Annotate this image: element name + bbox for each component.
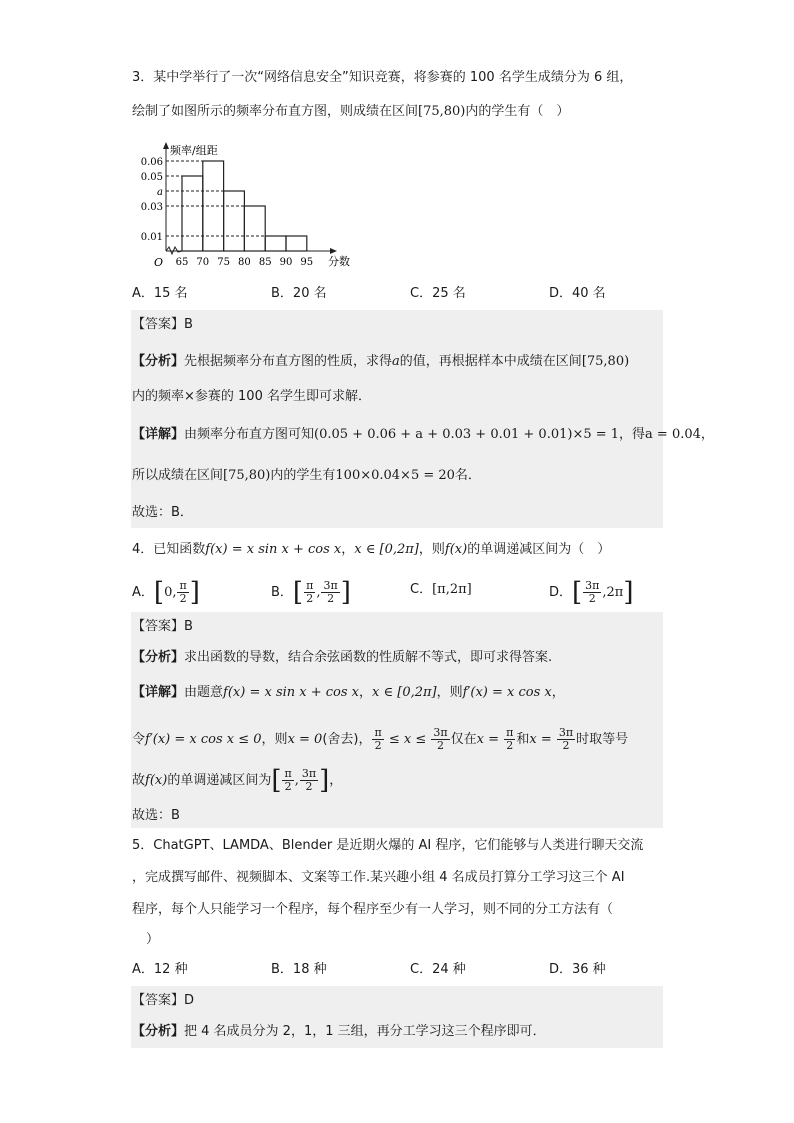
- q4-option-a: A．[0, $\frac{\pi}{2}$ ]: [132, 577, 200, 608]
- histogram-axes: [163, 142, 337, 254]
- q4-answer: 【答案】B: [132, 619, 193, 634]
- q4-detail-line-1: 【详解】由题意f(x) = x sin x + cos x，x ∈ [0,2π]，则f′(x) = x cos x，: [132, 685, 565, 700]
- q3-interval: [75,80): [418, 104, 466, 119]
- y-axis-arrow: [163, 142, 169, 149]
- q4-choose: 故选：B: [132, 808, 180, 823]
- q3-analysis-line-2: 内的频率×参赛的 100 名学生即可求解．: [132, 389, 371, 404]
- histogram-bars: [182, 161, 307, 251]
- q3-choose: 故选：B．: [132, 505, 193, 520]
- q3-solution-block: [131, 310, 663, 528]
- q4-detail-line-3: 故f(x)的单调递减区间为[ $\frac{\pi}{2}$ , $\frac{3\pi}{2}$ ]，: [132, 765, 343, 796]
- x-tick-label: 75: [217, 257, 230, 268]
- q3-option-a: A．15 名: [132, 286, 188, 301]
- x-tick-label: 85: [258, 257, 272, 268]
- histogram-origin-label: O: [154, 256, 164, 269]
- q5-stem-line-1: 5．ChatGPT、LAMDA、Blender 是近期火爆的 AI 程序，它们能够与人类进行聊天交流: [132, 838, 644, 853]
- x-tick-label: 70: [196, 257, 210, 268]
- q3-option-d: D．40 名: [549, 286, 606, 301]
- q3-stem-line-2: 绘制了如图所示的频率分布直方图，则成绩在区间[75,80)内的学生有（ ）: [132, 104, 570, 119]
- q5-stem-line-4: ）: [146, 932, 160, 947]
- q5-option-c: C．24 种: [410, 962, 466, 977]
- q4-analysis: 【分析】求出函数的导数，结合余弦函数的性质解不等式，即可求得答案.: [132, 650, 553, 665]
- q4-option-b: B．[ $\frac{\pi}{2}$ , $\frac{3\pi}{2}$ ]: [271, 577, 351, 608]
- q4-solution-block: [131, 612, 663, 828]
- y-tick-label: 0.05: [140, 172, 163, 183]
- frequency-histogram: [138, 138, 368, 273]
- histogram-x-axis-label: 分数: [328, 255, 350, 268]
- q5-stem-line-3: 程序，每个人只能学习一个程序，每个程序至少有一人学习，则不同的分工方法有（: [132, 902, 614, 917]
- q5-stem-line-2: ，完成撰写邮件、视频脚本、文案等工作.某兴趣小组 4 名成员打算分工学习这三个 AI: [132, 870, 625, 885]
- q3-stem-line-1: 3．某中学举行了一次“网络信息安全”知识竞赛，将参赛的 100 名学生成绩分为 6 组，: [132, 70, 633, 85]
- histogram-bar: [182, 176, 203, 251]
- q5-option-a: A．12 种: [132, 962, 188, 977]
- x-tick-label: 90: [279, 257, 293, 268]
- histogram-bar: [286, 236, 307, 251]
- x-tick-label: 95: [300, 257, 314, 268]
- y-tick-label: a: [157, 187, 163, 198]
- q3-option-b: B．20 名: [271, 286, 327, 301]
- q3-detail-line-2: 所以成绩在区间[75,80)内的学生有100×0.04×5 = 20名．: [132, 468, 481, 483]
- q4-option-d: D．[ $\frac{3\pi}{2}$ ,2π]: [549, 577, 634, 608]
- q3-answer: 【答案】B: [132, 317, 193, 332]
- q5-answer: 【答案】D: [132, 993, 195, 1008]
- x-axis-arrow: [330, 248, 337, 254]
- q4-stem: 4．已知函数f(x) = x sin x + cos x，x ∈ [0,2π]，则f(x)的单调递减区间为（ ）: [132, 542, 611, 557]
- x-tick-label: 65: [175, 257, 189, 268]
- q4-option-c: C．[π,2π]: [410, 582, 472, 597]
- y-tick-label: 0.01: [140, 232, 163, 243]
- histogram-dashed-lines: [166, 161, 286, 236]
- q5-analysis: 【分析】把 4 名成员分为 2，1，1 三组，再分工学习这三个程序即可．: [132, 1024, 546, 1039]
- q3-analysis-line-1: 【分析】先根据频率分布直方图的性质，求得a的值，再根据样本中成绩在区间[75,80): [132, 354, 630, 369]
- histogram-bar: [265, 236, 286, 251]
- x-tick-label: 80: [238, 257, 251, 268]
- y-tick-label: 0.03: [140, 202, 163, 213]
- q3-option-c: C．25 名: [410, 286, 466, 301]
- histogram-y-axis-label: 频率/组距: [170, 144, 218, 157]
- q3-detail-line-1: 【详解】由频率分布直方图可知(0.05 + 0.06 + a + 0.03 + 0.01 + 0.01)×5 = 1，得a = 0.04，: [132, 427, 714, 442]
- histogram-bar: [224, 191, 245, 251]
- q5-option-d: D．36 种: [549, 962, 606, 977]
- q5-option-b: B．18 种: [271, 962, 327, 977]
- histogram-x-ticks: [176, 257, 314, 268]
- histogram-y-ticks: [141, 157, 163, 243]
- y-tick-label: 0.06: [140, 157, 163, 168]
- q4-detail-line-2: 令f′(x) = x cos x ≤ 0，则x = 0(舍去)， $\frac{\pi}{2}$ ≤ x ≤ $\frac{3\pi}{2}$ 仅在x = $\frac{\pi}{2}$ 和x = $\frac{3\pi}{2}$ 时取等号: [132, 726, 629, 752]
- histogram-bar: [244, 206, 265, 251]
